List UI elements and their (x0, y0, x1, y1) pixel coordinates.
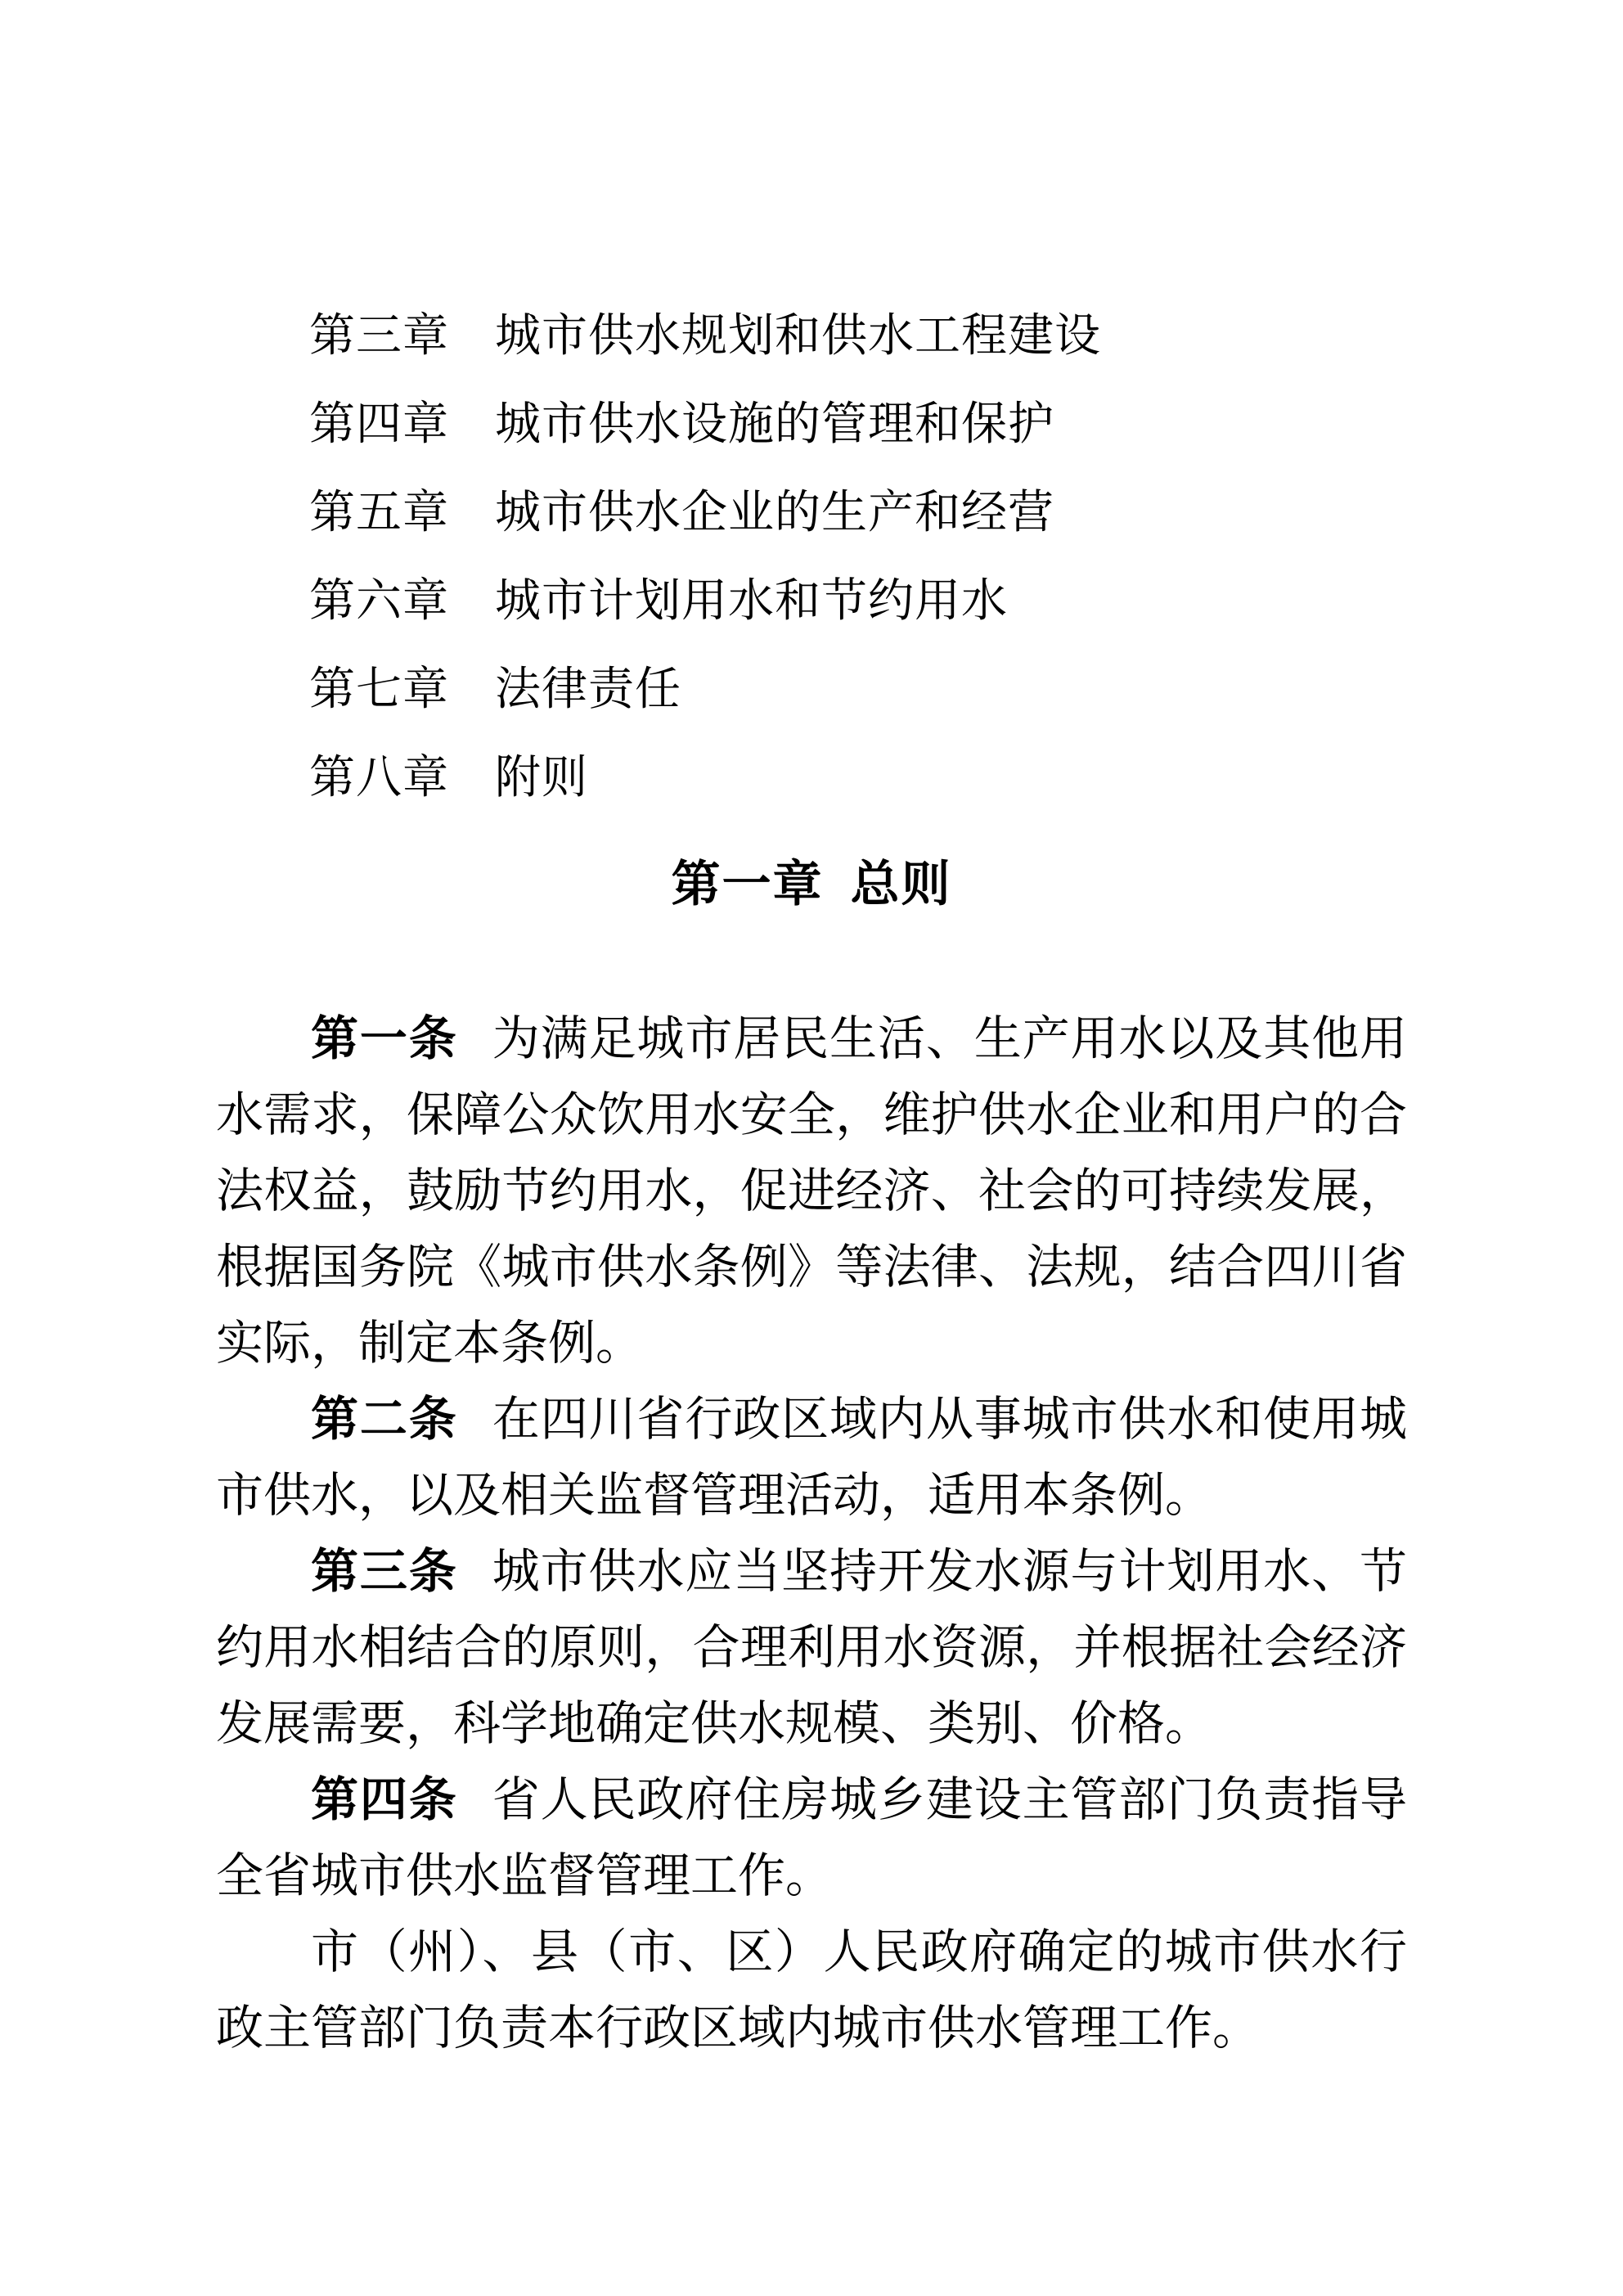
article-paragraph (216, 1762, 1407, 1914)
article-number: 第三条 (311, 1545, 458, 1598)
article-text: 省人民政府住房城乡建设主管部门负责指导全省城市供水监督管理工作。 (216, 1773, 1407, 1902)
toc-entry (309, 556, 1407, 645)
toc-entry (309, 468, 1407, 556)
chapter-title: 总则 (850, 857, 952, 912)
toc-chapter-title: 城市供水企业的生产和经营 (495, 486, 1054, 538)
toc-entry (309, 291, 1407, 380)
article-text: 城市供水应当坚持开发水源与计划用水、节约用水相结合的原则，合理利用水资源，并根据社会经济发展需要，科学地确定供水规模、类别、价格。 (216, 1545, 1407, 1750)
toc-chapter-title: 法律责任 (495, 663, 681, 714)
chapter-heading (216, 846, 1407, 922)
article-number: 第二条 (311, 1393, 458, 1446)
toc-chapter-title: 城市供水设施的管理和保护 (495, 398, 1054, 449)
toc-entry (309, 645, 1407, 733)
toc-chapter-title: 城市供水规划和供水工程建设 (495, 309, 1101, 361)
toc-chapter-number: 第四章 (309, 398, 449, 449)
toc-entry (309, 380, 1407, 468)
toc-chapter-number: 第三章 (309, 309, 449, 361)
toc-entry (309, 733, 1407, 822)
article-paragraph (216, 1381, 1407, 1533)
toc-chapter-title: 附则 (495, 751, 588, 803)
article-paragraph (216, 1914, 1407, 2066)
article-text: 为满足城市居民生活、生产用水以及其他用水需求，保障公众饮用水安全，维护供水企业和用户的合法权益，鼓励节约用水，促进经济、社会的可持续发展，根据国务院《城市供水条例》等法律、法规，结合四川省实际，制定本条例。 (216, 1012, 1407, 1370)
table-of-contents (309, 291, 1407, 822)
article-number: 第四条 (311, 1773, 458, 1826)
article-number: 第一条 (311, 1012, 458, 1065)
article-text: 在四川省行政区域内从事城市供水和使用城市供水，以及相关监督管理活动，适用本条例。 (216, 1393, 1407, 1522)
chapter-number: 第一章 (671, 857, 824, 912)
toc-chapter-number: 第五章 (309, 486, 449, 538)
article-paragraph (216, 1533, 1407, 1762)
toc-chapter-number: 第七章 (309, 663, 449, 714)
article-text: 市（州）、县（市、区）人民政府确定的城市供水行政主管部门负责本行政区域内城市供水管理工作。 (216, 1925, 1407, 2055)
toc-chapter-number: 第六章 (309, 574, 449, 626)
article-paragraph (216, 1001, 1407, 1381)
document-body (216, 1001, 1407, 2066)
toc-chapter-title: 城市计划用水和节约用水 (495, 574, 1008, 626)
toc-chapter-number: 第八章 (309, 751, 449, 803)
